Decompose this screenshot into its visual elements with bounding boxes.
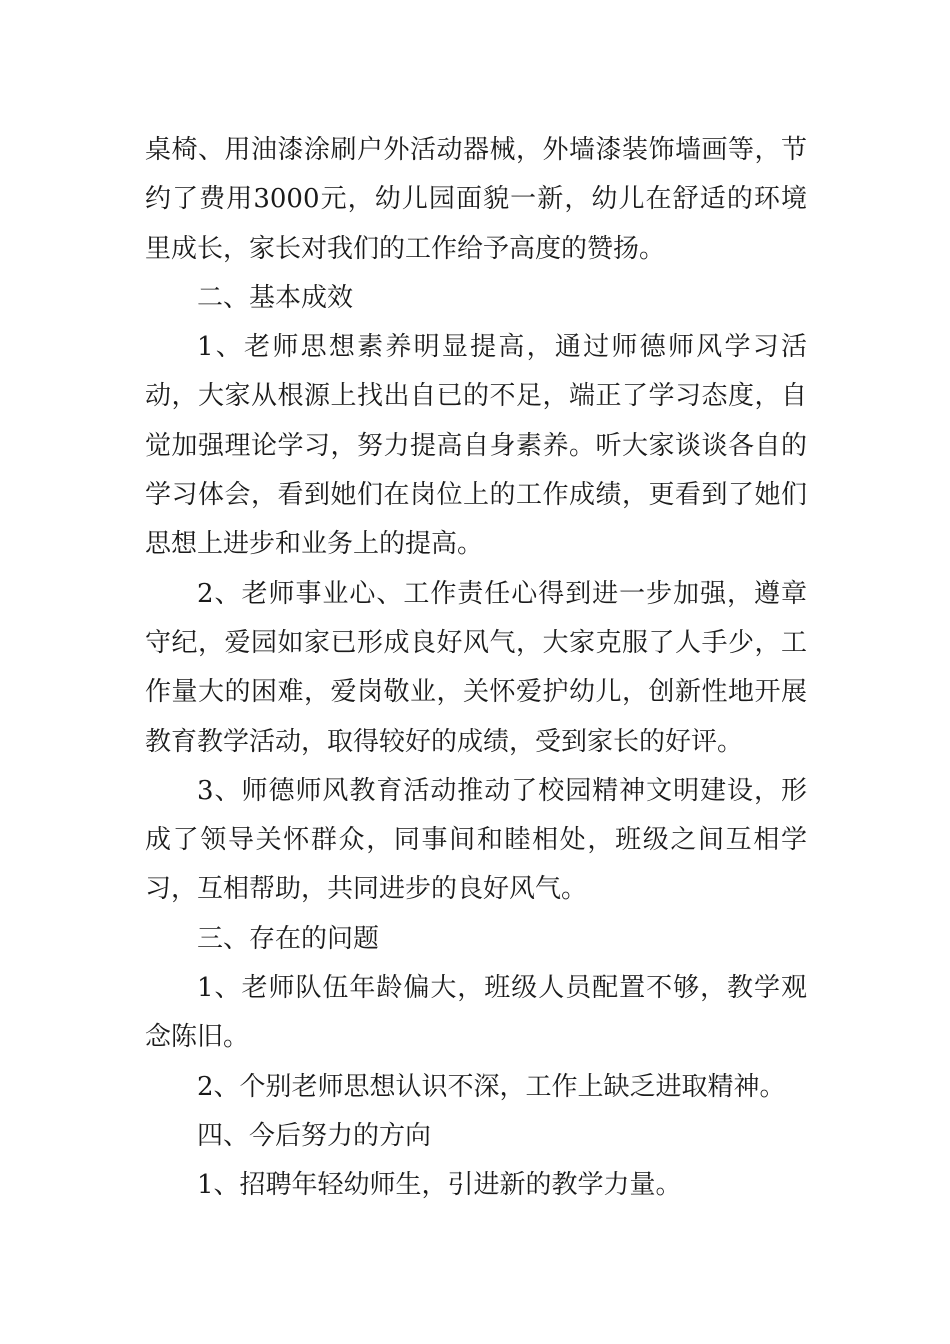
heading-problems: 三、存在的问题	[197, 923, 380, 954]
document-page	[145, 126, 807, 1211]
paragraph-result-1: 1、老师思想素养明显提高，通过师德师风学习活动，大家从根源上找出自已的不足，端正了学习态度，自觉加强理论学习，努力提高自身素养。听大家谈谈各自的学习体会，看到她们在岗位上的工作成绩，更看到了她们思想上进步和业务上的提高。	[145, 332, 807, 560]
paragraph-problem-2: 2、个别老师思想认识不深，工作上缺乏进取精神。	[197, 1071, 786, 1102]
paragraph-problem-1: 1、老师队伍年龄偏大，班级人员配置不够，教学观念陈旧。	[145, 973, 807, 1053]
paragraph-result-3: 3、师德师风教育活动推动了校园精神文明建设，形成了领导关怀群众，同事间和睦相处，班级之间互相学习，互相帮助，共同进步的良好风气。	[145, 775, 807, 905]
heading-basic-results: 二、基本成效	[197, 282, 354, 313]
paragraph-continuation: 桌椅、用油漆涂刷户外活动器械，外墙漆装饰墙画等，节约了费用3000元，幼儿园面貌一新，幼儿在舒适的环境里成长，家长对我们的工作给予高度的赞扬。	[145, 135, 807, 264]
paragraph-result-2: 2、老师事业心、工作责任心得到进一步加强，遵章守纪，爱园如家已形成良好风气，大家克服了人手少，工作量大的困难，爱岗敬业，关怀爱护幼儿，创新性地开展教育教学活动，取得较好的成绩，受到家长的好评。	[145, 578, 807, 757]
paragraph-future-1: 1、招聘年轻幼师生，引进新的教学力量。	[197, 1170, 682, 1201]
heading-future: 四、今后努力的方向	[197, 1120, 432, 1151]
